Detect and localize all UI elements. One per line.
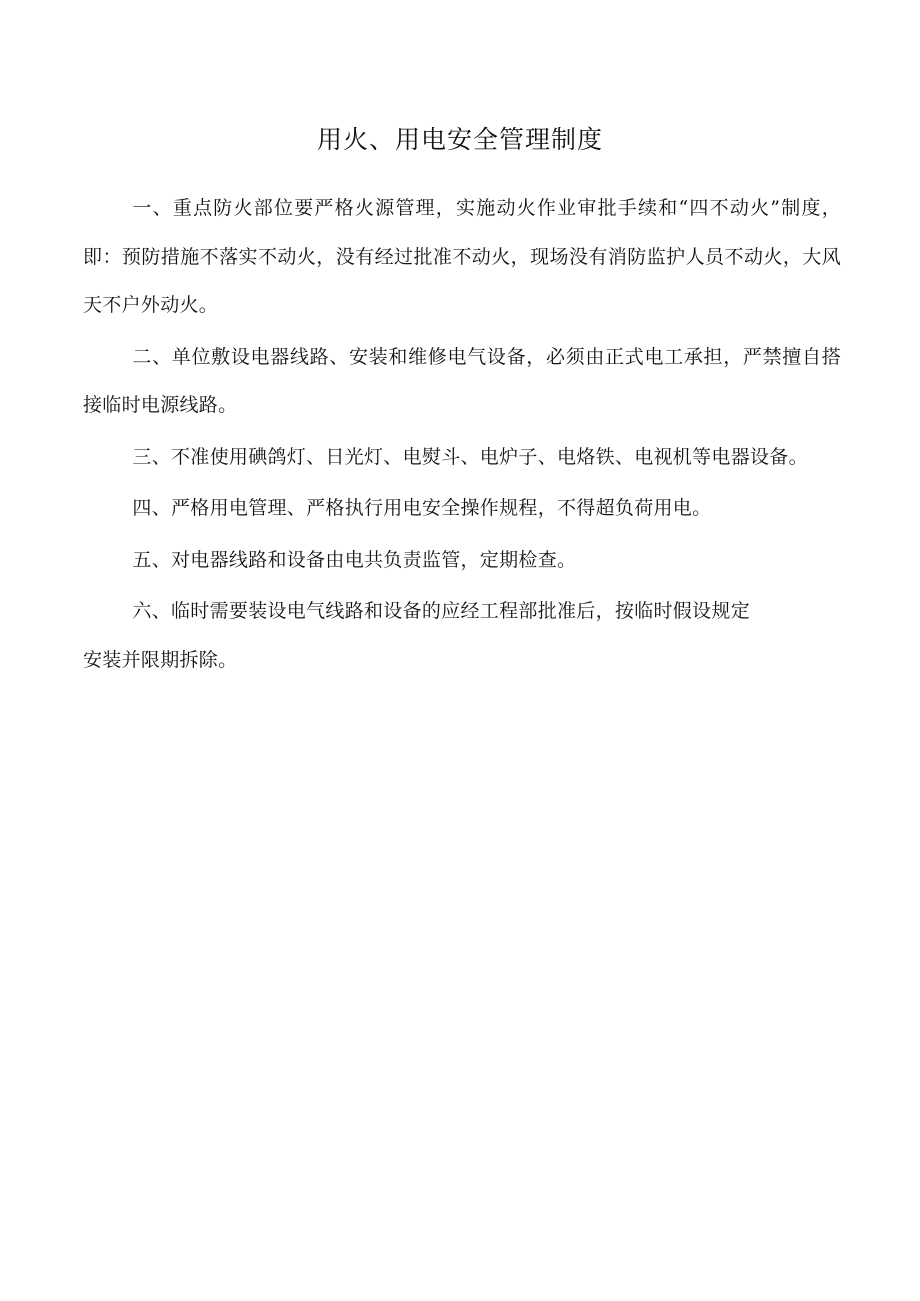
paragraph-5: 五、对电器线路和设备由电共负责监管，定期检查。 (132, 548, 577, 571)
paragraph-2: 二、单位敷设电器线路、安装和维修电气设备，必须由正式电工承担，严禁擅自搭接临时电源线路。 (83, 345, 841, 416)
paragraph-4: 四、严格用电管理、严格执行用电安全操作规程，不得超负荷用电。 (132, 497, 712, 519)
document-body (83, 184, 841, 687)
paragraph-6: 六、临时需要装设电气线路和设备的应经工程部批准后，按临时假设规定 (132, 600, 750, 622)
document-title: 用火、用电安全管理制度 (316, 125, 603, 154)
paragraph-3: 三、不准使用碘鸽灯、日光灯、电熨斗、电炉子、电烙铁、电视机等电器设备。 (132, 445, 808, 468)
paragraph-1: 一、重点防火部位要严格火源管理，实施动火作业审批手续和“四不动火”制度，即：预防措施不落实不动火，没有经过批准不动火，现场没有消防监护人员不动火，大风天不户外动火。 (83, 197, 841, 316)
paragraph-6-continuation: 安装并限期拆除。 (83, 648, 238, 671)
